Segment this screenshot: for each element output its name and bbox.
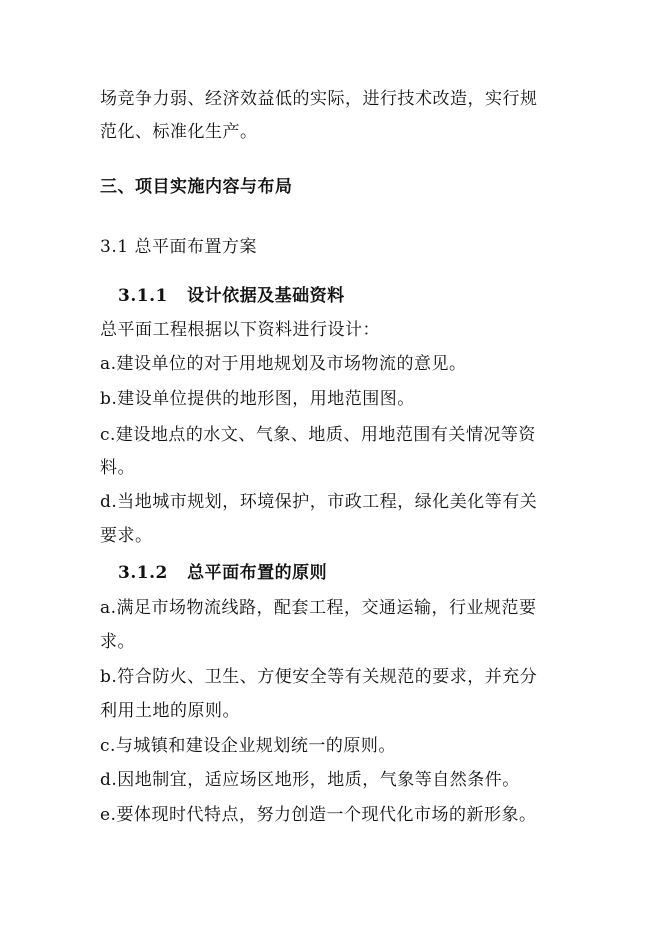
subsection-3-1-1-title: 设计依据及基础资料 (187, 286, 345, 306)
subsection-3-1-2-title: 总平面布置的原则 (187, 563, 328, 583)
section-heading: 三、项目实施内容与布局 (100, 177, 293, 197)
list-item-b: b.建设单位提供的地形图，用地范围图。 (100, 389, 415, 409)
list-item-c-line-2: 料。 (100, 458, 135, 478)
principle-a-line-2: 求。 (100, 632, 135, 652)
subsection-heading: 3.1 总平面布置方案 (100, 237, 257, 257)
list-item-c-line-1: c.建设地点的水文、气象、地质、用地范围有关情况等资 (100, 425, 536, 445)
list-item-d-line-2: 要求。 (100, 526, 153, 546)
list-item-d-line-1: d.当地城市规划，环境保护，市政工程，绿化美化等有关 (100, 492, 538, 512)
subsection-3-1-1-number: 3.1.1 (118, 286, 168, 306)
subsection-3-1-2-heading (118, 562, 327, 584)
subsection-3-1-1-heading (118, 285, 345, 307)
principle-e: e.要体现时代特点，努力创造一个现代化市场的新形象。 (100, 805, 537, 825)
principle-b-line-2: 利用土地的原则。 (100, 701, 240, 721)
list-item-a: a.建设单位的对于用地规划及市场物流的意见。 (100, 354, 467, 374)
principle-c: c.与城镇和建设企业规划统一的原则。 (100, 736, 396, 756)
intro-line-2: 范化、标准化生产。 (100, 122, 258, 142)
subsection-3-1-2-number: 3.1.2 (118, 563, 168, 583)
principle-b-line-1: b.符合防火、卫生、方便安全等有关规范的要求，并充分 (100, 667, 538, 687)
intro-line-1: 场竞争力弱、经济效益低的实际，进行技术改造，实行规 (100, 89, 538, 109)
subsection-3-1-1-intro: 总平面工程根据以下资料进行设计： (100, 320, 380, 340)
principle-d: d.因地制宜，适应场区地形，地质，气象等自然条件。 (100, 770, 520, 790)
principle-a-line-1: a.满足市场物流线路，配套工程，交通运输，行业规范要 (100, 598, 537, 618)
